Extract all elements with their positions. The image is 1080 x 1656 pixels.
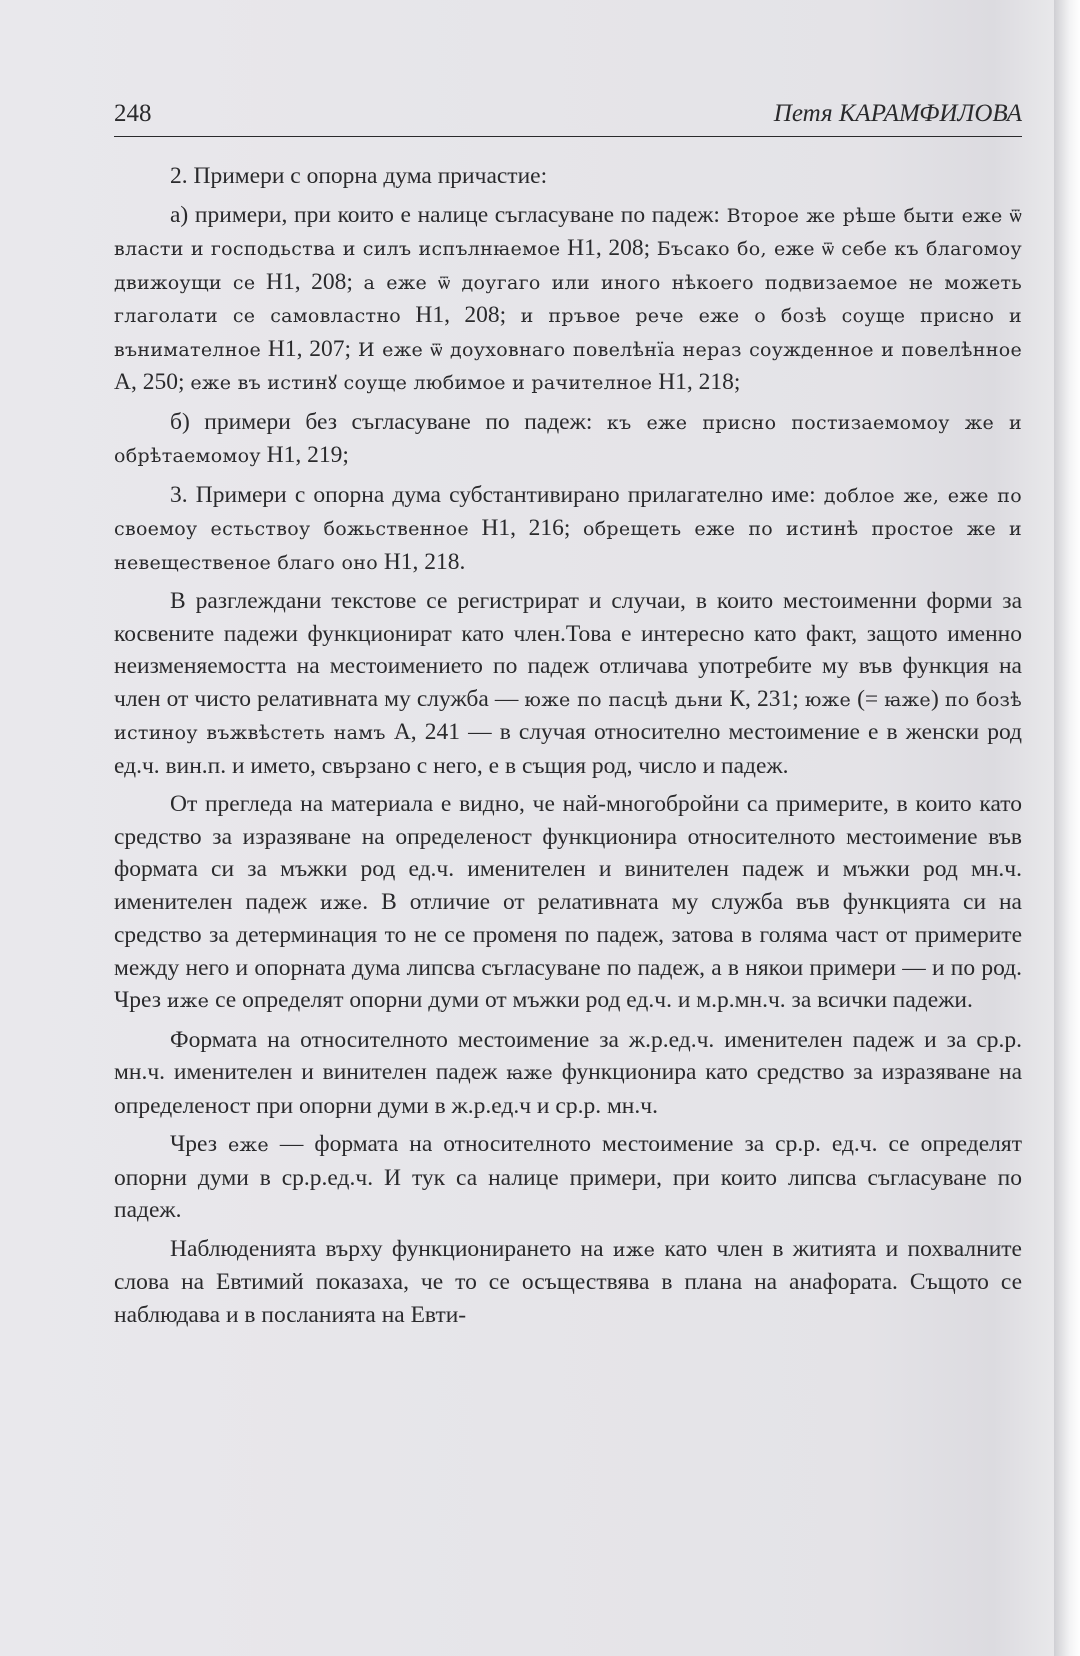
church-slavonic-quote: къ еже присно постизаемомоу же и обрѣтаемомоу [114, 411, 1022, 467]
text-run: Н1, 218. [377, 548, 466, 575]
church-slavonic-quote: ꙗже [884, 688, 931, 711]
paragraph [114, 406, 1022, 473]
text-run: Н1, 208; [560, 235, 657, 261]
church-slavonic-quote: доблое же, еже по своемоу естьствоу божьственное [114, 484, 1022, 540]
page-edge [1054, 0, 1080, 1656]
running-title: Петя КАРАМФИЛОВА [773, 100, 1022, 127]
running-header [114, 100, 1022, 137]
page-number: 248 [114, 100, 152, 127]
paragraph [114, 788, 1022, 1018]
paragraph [114, 199, 1022, 400]
text-run: 3. Примери с опорна дума субстантивирано прилагателно име: [170, 481, 824, 508]
text-run: Н1, 218; [652, 369, 741, 395]
text-run: ) [930, 685, 945, 712]
text-run: Н1, 219; [260, 442, 349, 468]
text-run: б) примери без съгласуване по падеж: [170, 408, 607, 435]
text-run: А, 241 — в случая относително местоимение е в женски род ед.ч. вин.п. и името, свързано с него, е в същия род, число и падеж. [114, 719, 1022, 779]
text-run: Н1, 216; [468, 515, 583, 541]
church-slavonic-quote: иже [612, 1238, 656, 1261]
text-run: Наблюденията върху функционирането на [170, 1235, 613, 1262]
paragraph [114, 1024, 1022, 1123]
body-text [114, 160, 1022, 1337]
text-run: В разглеждани текстове се регистрират и случаи, в които местоименни форми за косвените падежи функционират като член.Това е интересно като факт, защото именно неизменяемостта на местоимението по падеж отличава употребите му във функция на член от чисто релативната му служба — [114, 588, 1022, 712]
text-run: функционира като средство за изразяване на определеност при опорни думи в ж.р.ед.ч и ср.р. мн.ч. [114, 1059, 1022, 1119]
text-run: като член в житията и похвалните слова на Евтимий показаха, че то се осъществява в плана на анафората. Същото се наблюдава и в посланията на Евти- [114, 1235, 1022, 1328]
text-run: А, 250; [114, 369, 191, 395]
church-slavonic-quote: И еже ѿ доуховнаго повелѣнїа нераз соужденное и повелѣнное [357, 338, 1022, 361]
paragraph [114, 1128, 1022, 1227]
church-slavonic-quote: а еже ѿ доугаго или иного нѣкоего подвизаемое не можеть глаголати се самовластно [114, 271, 1022, 327]
church-slavonic-quote: по бозѣ истиноу въжвѣстеть намъ [114, 688, 1022, 744]
church-slavonic-quote: ꙗже [506, 1062, 553, 1084]
text-run: . В отличие от релативната му служба във функцията си на средство за детерминация то не се променя по падеж, затова в голяма част от примерите между него и опорната дума липсва съгласуване по падеж, а в някои примери — и по род. Чрез [114, 888, 1022, 1013]
text-run: — формата на относителното местоимение за ср.р. ед.ч. се определят опорни думи в ср.р.ед.ч. И тук са налице примери, при които липсва съгласуване по падеж. [114, 1131, 1022, 1223]
text-run: се определят опорни думи от мъжки род ед.ч. и м.р.мн.ч. за всички падежи. [209, 987, 973, 1013]
church-slavonic-quote: и пръвое рече еже о бозѣ соуще присно и вънимателное [114, 305, 1023, 361]
text-run: Формата на относителното местоимение за ж.р.ед.ч. именителен падеж и за ср.р. мн.ч. именителен и винителен падеж [114, 1026, 1022, 1085]
church-slavonic-quote: иже [320, 891, 363, 914]
church-slavonic-quote: Бъсако бо, еже ѿ себе къ благомоу движоущи се [114, 238, 1023, 294]
text-run: Н1, 208; [255, 268, 364, 295]
text-run: К, 231; [723, 685, 805, 712]
church-slavonic-quote: иже [166, 990, 210, 1012]
paragraph [114, 160, 1022, 193]
church-slavonic-quote: обрещеть еже по истинѣ простое же и невещественое благо оно [114, 518, 1023, 574]
church-slavonic-quote: Второе же рѣше быти еже ѿ власти и господьства и силъ испълнꙗемое [114, 204, 1022, 260]
text-run: Чрез [170, 1131, 229, 1157]
paragraph [114, 585, 1022, 782]
text-run: От прегледа на материала е видно, че най-многобройни са примерите, в които като средство за изразяване на определеност функционира относителното местоимение във формата си за мъжки род ед.ч. именителен и винителен падеж и мъжки род мн.ч. именителен падеж [114, 791, 1022, 915]
church-slavonic-quote: юже по пасцѣ дьни [524, 688, 724, 711]
paragraph [114, 1233, 1022, 1332]
text-run: (= [851, 685, 885, 712]
text-run: Н1, 207; [261, 335, 358, 362]
paragraph [114, 479, 1022, 580]
church-slavonic-quote: еже въ истинꙋ соуще любимое и рачителное [190, 372, 653, 394]
text-run: Н1, 208; [401, 302, 521, 328]
text-run: 2. Примери с опорна дума причастие: [170, 163, 548, 189]
text-run: а) примери, при които е налице съгласуване по падеж: [170, 201, 727, 228]
church-slavonic-quote: еже [228, 1134, 269, 1156]
church-slavonic-quote: юже [804, 688, 851, 711]
